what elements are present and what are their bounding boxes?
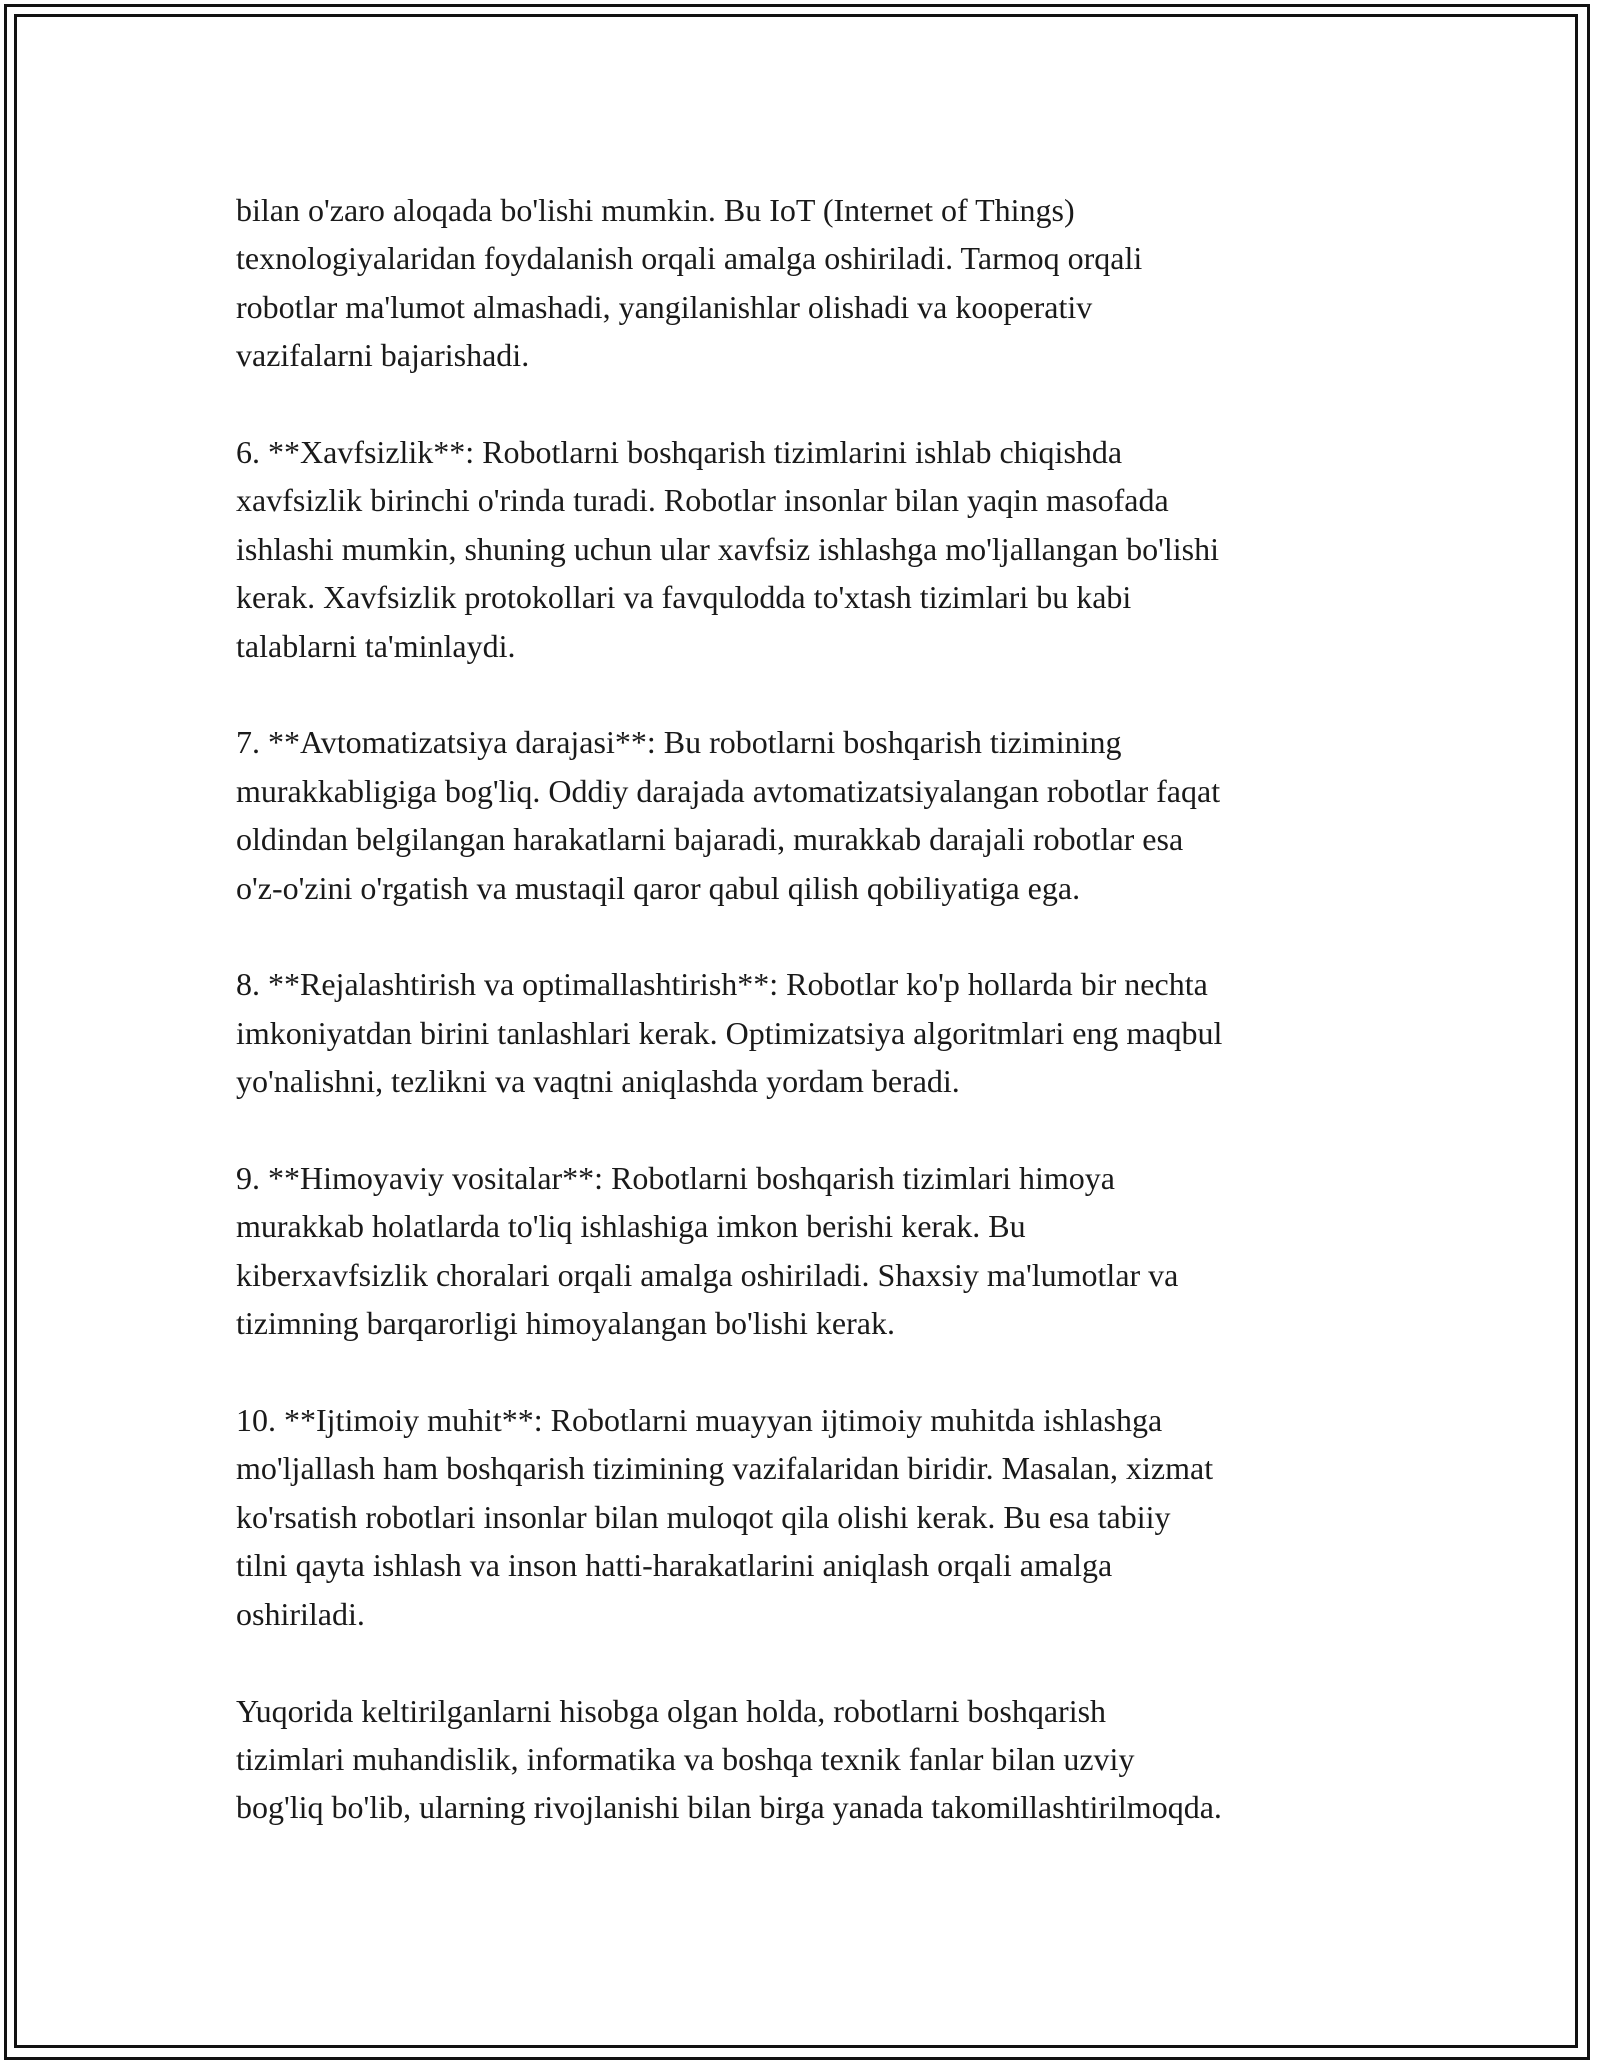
- text-line: oldindan belgilangan harakatlarni bajaradi, murakkab darajali robotlar esa: [236, 821, 1184, 858]
- text-line: mo'ljallash ham boshqarish tizimining vazifalaridan biridir. Masalan, xizmat: [236, 1450, 1214, 1487]
- text-line: ko'rsatish robotlari insonlar bilan muloqot qila olishi kerak. Bu esa tabiiy: [236, 1498, 1171, 1535]
- text-line: o'z-o'zini o'rgatish va mustaqil qaror qabul qilish qobiliyatiga ega.: [236, 869, 1081, 906]
- text-line: texnologiyalaridan foydalanish orqali amalga oshiriladi. Tarmoq orqali: [236, 240, 1143, 277]
- paragraph-item-6: [236, 428, 1416, 670]
- text-line: 6. **Xavfsizlik**: Robotlarni boshqarish tizimlarini ishlab chiqishda: [236, 434, 1123, 471]
- text-line: robotlar ma'lumot almashadi, yangilanishlar olishadi va kooperativ: [236, 288, 1093, 325]
- paragraph-item-9: [236, 1154, 1416, 1348]
- text-line: 8. **Rejalashtirish va optimallashtirish**: Robotlar ko'p hollarda bir nechta: [236, 966, 1208, 1003]
- text-line: talablarni ta'minlaydi.: [236, 627, 516, 664]
- paragraph-item-7: [236, 718, 1416, 912]
- text-line: murakkabligiga bog'liq. Oddiy darajada avtomatizatsiyalangan robotlar faqat: [236, 772, 1221, 809]
- text-line: tizimlari muhandislik, informatika va boshqa texnik fanlar bilan uzviy: [236, 1740, 1135, 1777]
- text-line: 7. **Avtomatizatsiya darajasi**: Bu robotlarni boshqarish tizimining: [236, 724, 1122, 761]
- text-line: vazifalarni bajarishadi.: [236, 337, 530, 374]
- text-line: ishlashi mumkin, shuning uchun ular xavfsiz ishlashga mo'ljallangan bo'lishi: [236, 530, 1219, 567]
- text-line: bilan o'zaro aloqada bo'lishi mumkin. Bu IoT (Internet of Things): [236, 192, 1075, 228]
- text-line: oshiriladi.: [236, 1595, 365, 1632]
- text-line: tilni qayta ishlash va inson hatti-harakatlarini aniqlash orqali amalga: [236, 1547, 1113, 1584]
- text-line: imkoniyatdan birini tanlashlari kerak. Optimizatsiya algoritmlari eng maqbul: [236, 1014, 1223, 1051]
- text-line: 10. **Ijtimoiy muhit**: Robotlarni muayyan ijtimoiy muhitda ishlashga: [236, 1402, 1163, 1439]
- text-line: Yuqorida keltirilganlarni hisobga olgan holda, robotlarni boshqarish: [236, 1692, 1107, 1729]
- text-line: yo'nalishni, tezlikni va vaqtni aniqlashda yordam beradi.: [236, 1063, 960, 1100]
- paragraph-intro-continuation: [236, 186, 1416, 380]
- paragraph-item-10: [236, 1396, 1416, 1638]
- text-line: kiberxavfsizlik choralari orqali amalga oshiriladi. Shaxsiy ma'lumotlar va: [236, 1256, 1179, 1293]
- text-line: murakkab holatlarda to'liq ishlashiga imkon berishi kerak. Bu: [236, 1208, 1026, 1245]
- paragraph-item-8: [236, 960, 1416, 1105]
- paragraph-conclusion: [236, 1687, 1416, 1832]
- text-line: tizimning barqarorligi himoyalangan bo'lishi kerak.: [236, 1305, 895, 1342]
- text-line: 9. **Himoyaviy vositalar**: Robotlarni boshqarish tizimlari himoya: [236, 1160, 1115, 1197]
- text-line: bog'liq bo'lib, ularning rivojlanishi bilan birga yanada takomillashtirilmoqda.: [236, 1789, 1222, 1826]
- document-body: [236, 186, 1416, 1880]
- text-line: xavfsizlik birinchi o'rinda turadi. Robotlar insonlar bilan yaqin masofada: [236, 482, 1169, 519]
- text-line: kerak. Xavfsizlik protokollari va favqulodda to'xtash tizimlari bu kabi: [236, 579, 1132, 616]
